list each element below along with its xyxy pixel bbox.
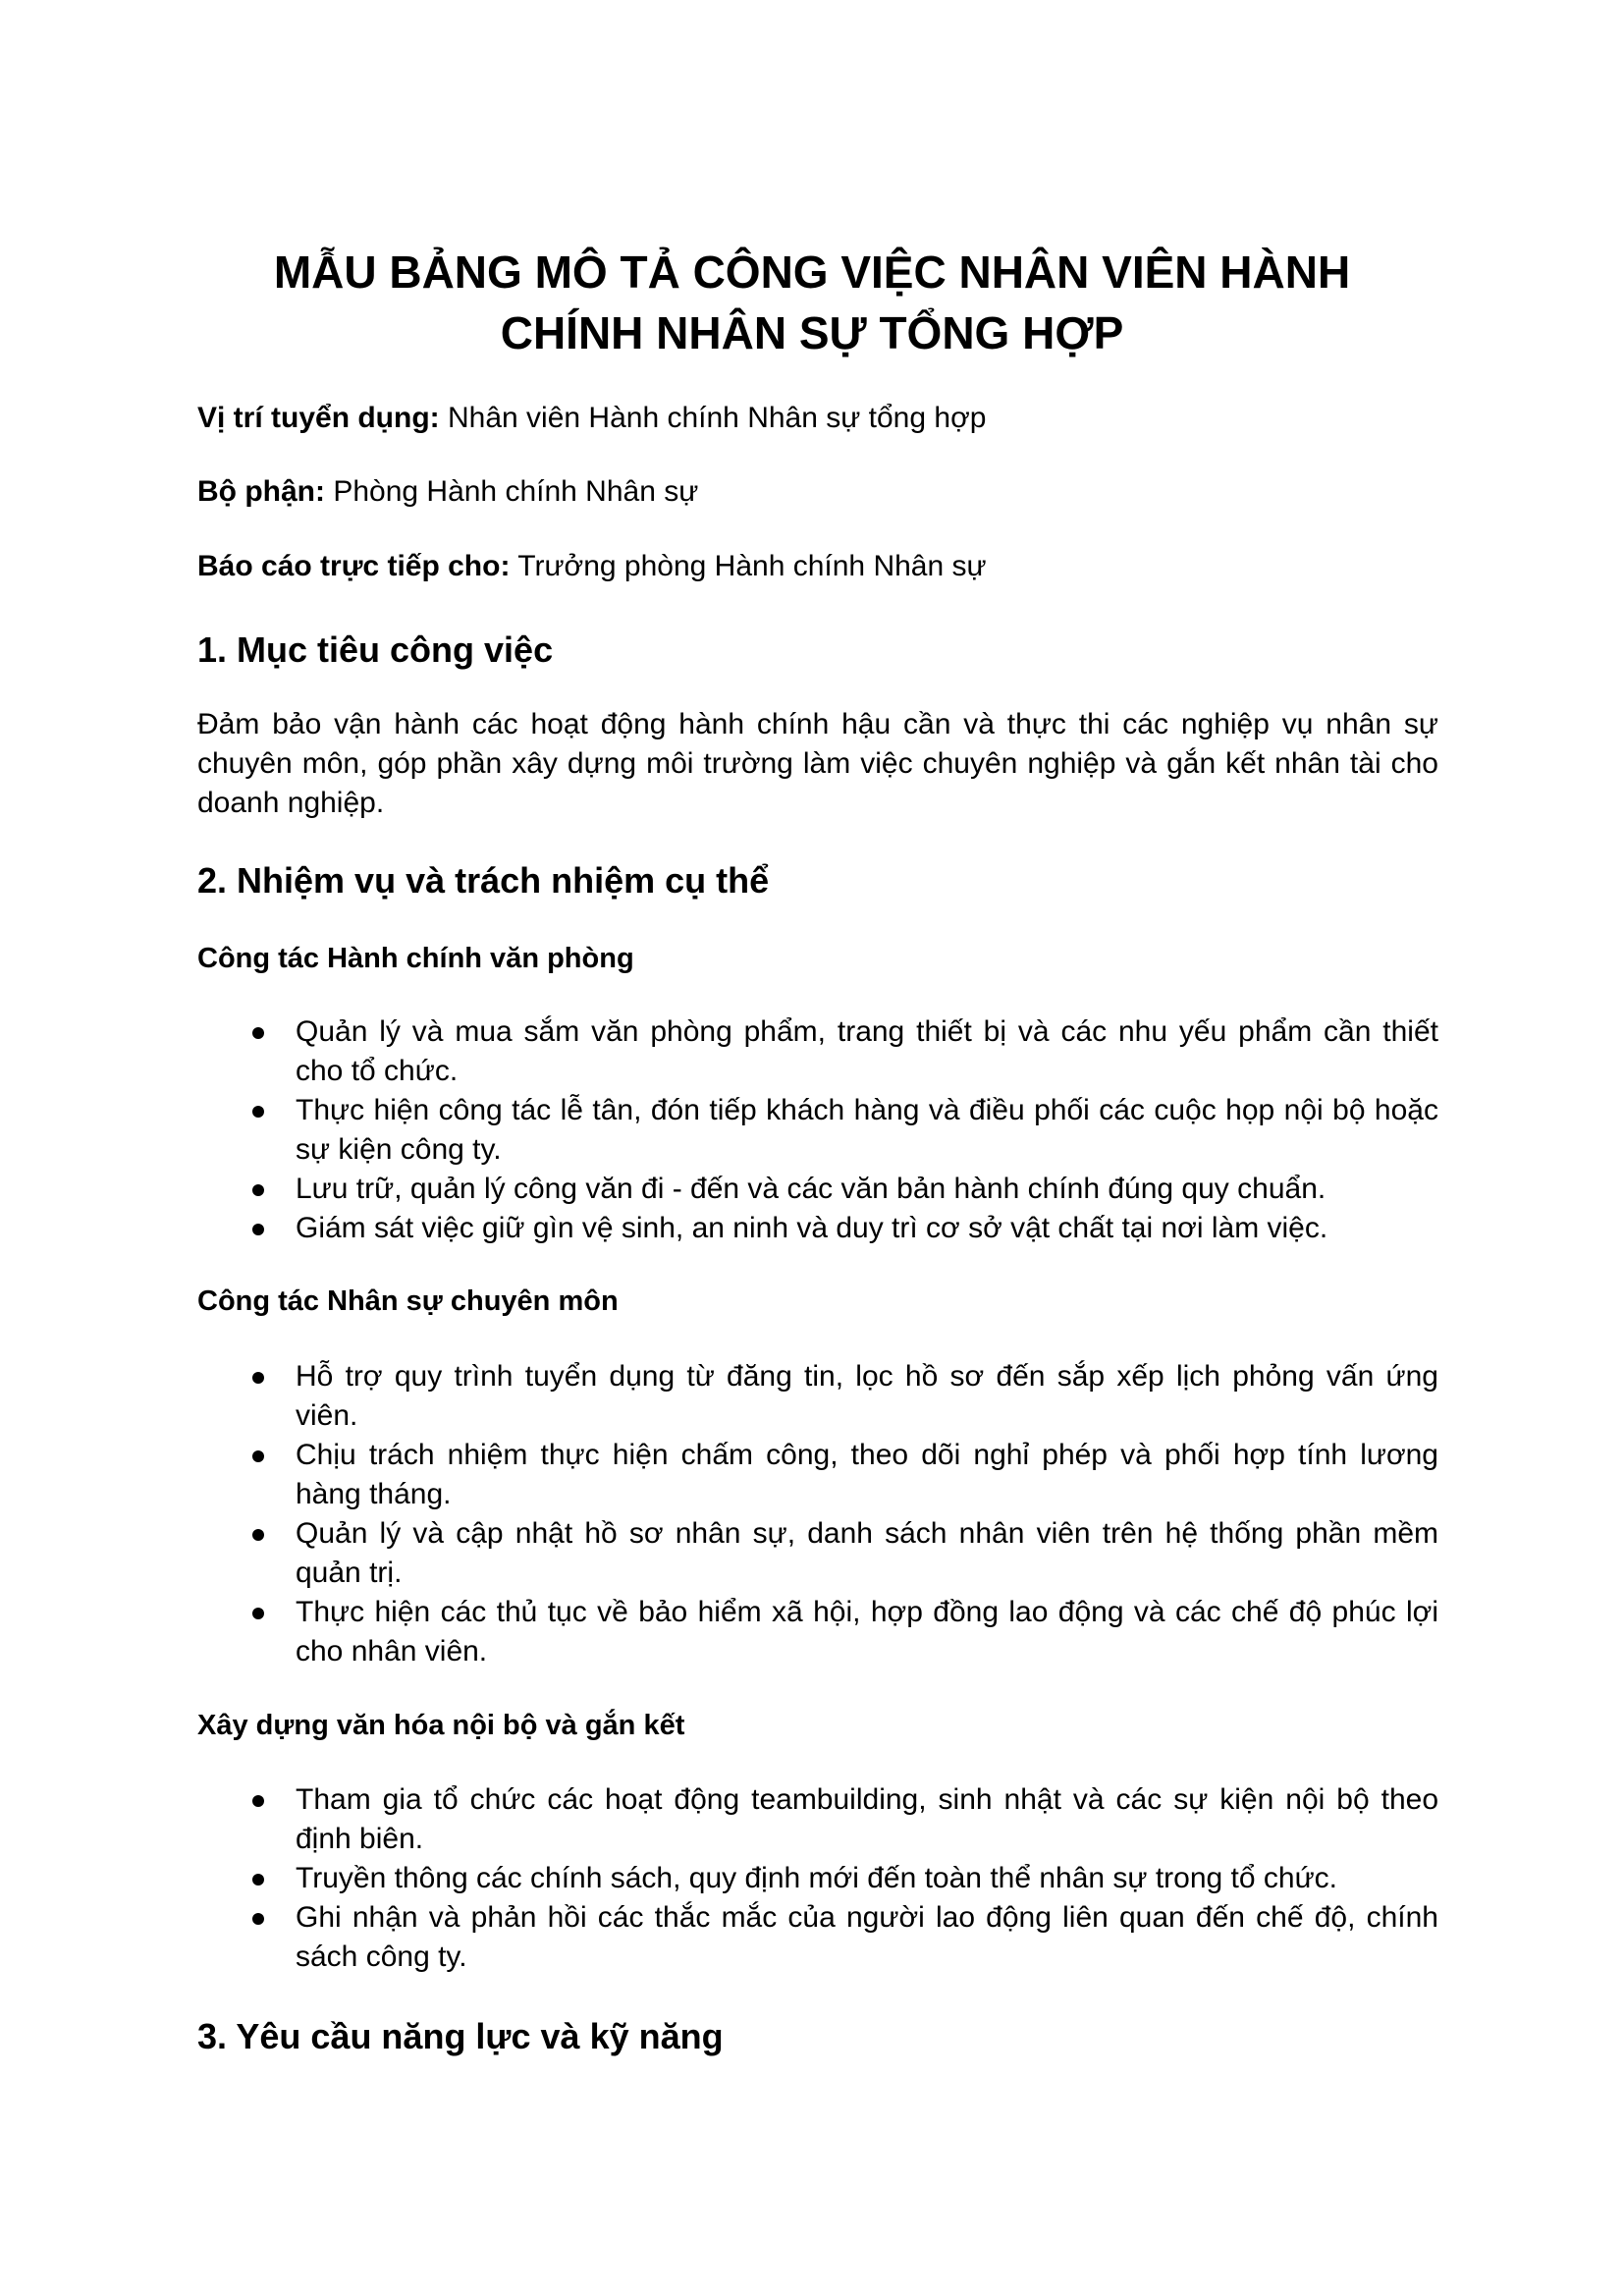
field-label: Bộ phận: xyxy=(197,475,325,508)
list-item: Giám sát việc giữ gìn vệ sinh, an ninh và duy trì cơ sở vật chất tại nơi làm việc. xyxy=(197,1209,1438,1248)
section-3-heading: 3. Yêu cầu năng lực và kỹ năng xyxy=(197,2016,724,2056)
hr-task-list xyxy=(197,1357,1438,1671)
section-1-paragraph xyxy=(197,705,1438,823)
section-2-heading: 2. Nhiệm vụ và trách nhiệm cụ thể xyxy=(197,860,770,901)
field-position xyxy=(197,399,986,438)
bullet-icon xyxy=(252,1608,264,1619)
list-item: Lưu trữ, quản lý công văn đi - đến và các văn bản hành chính đúng quy chuẩn. xyxy=(197,1170,1438,1209)
bullet-icon xyxy=(252,1529,264,1541)
bullet-icon xyxy=(252,1027,264,1039)
page-title xyxy=(0,242,1624,363)
subsection-hr-heading: Công tác Nhân sự chuyên môn xyxy=(197,1285,619,1317)
bullet-icon xyxy=(252,1913,264,1925)
field-value: Phòng Hành chính Nhân sự xyxy=(324,475,699,508)
list-item: Hỗ trợ quy trình tuyển dụng từ đăng tin, lọc hồ sơ đến sắp xếp lịch phỏng vấn ứng viên. xyxy=(197,1357,1438,1436)
bullet-icon xyxy=(252,1874,264,1886)
list-item: Truyền thông các chính sách, quy định mới đến toàn thể nhân sự trong tổ chức. xyxy=(197,1859,1438,1898)
bullet-icon xyxy=(252,1372,264,1384)
list-item: Quản lý và mua sắm văn phòng phẩm, trang thiết bị và các nhu yếu phẩm cần thiết cho tổ chức. xyxy=(197,1012,1438,1091)
field-label: Vị trí tuyển dụng: xyxy=(197,402,440,434)
list-item: Thực hiện công tác lễ tân, đón tiếp khách hàng và điều phối các cuộc họp nội bộ hoặc sự kiện công ty. xyxy=(197,1091,1438,1170)
subsection-admin-heading: Công tác Hành chính văn phòng xyxy=(197,943,634,974)
field-label: Báo cáo trực tiếp cho: xyxy=(197,550,511,582)
paragraph-line: Đảm bảo vận hành các hoạt động hành chính hậu cần và thực thi các nghiệp vụ nhân sự xyxy=(197,708,1438,740)
culture-task-list xyxy=(197,1780,1438,1977)
title-line-2: CHÍNH NHÂN SỰ TỔNG HỢP xyxy=(500,307,1124,358)
list-item: Chịu trách nhiệm thực hiện chấm công, theo dõi nghỉ phép và phối hợp tính lương hàng tháng. xyxy=(197,1436,1438,1514)
bullet-icon xyxy=(252,1184,264,1196)
bullet-icon xyxy=(252,1224,264,1235)
field-department xyxy=(197,472,698,512)
paragraph-line: chuyên môn, góp phần xây dựng môi trường làm việc chuyên nghiệp và gắn kết nhân tài cho xyxy=(197,747,1438,780)
field-reports-to xyxy=(197,547,987,586)
bullet-icon xyxy=(252,1450,264,1462)
section-1-heading: 1. Mục tiêu công việc xyxy=(197,629,554,670)
bullet-icon xyxy=(252,1795,264,1807)
list-item: Tham gia tổ chức các hoạt động teambuilding, sinh nhật và các sự kiện nội bộ theo định biên. xyxy=(197,1780,1438,1859)
subsection-culture-heading: Xây dựng văn hóa nội bộ và gắn kết xyxy=(197,1710,685,1741)
title-line-1: MẪU BẢNG MÔ TẢ CÔNG VIỆC NHÂN VIÊN HÀNH xyxy=(273,246,1351,298)
bullet-icon xyxy=(252,1106,264,1118)
field-value: Nhân viên Hành chính Nhân sự tổng hợp xyxy=(439,402,987,434)
admin-task-list xyxy=(197,1012,1438,1248)
paragraph-line: doanh nghiệp. xyxy=(197,787,385,819)
list-item: Thực hiện các thủ tục về bảo hiểm xã hội, hợp đồng lao động và các chế độ phúc lợi cho nhân viên. xyxy=(197,1593,1438,1671)
list-item: Ghi nhận và phản hồi các thắc mắc của người lao động liên quan đến chế độ, chính sách công ty. xyxy=(197,1898,1438,1977)
list-item: Quản lý và cập nhật hồ sơ nhân sự, danh sách nhân viên trên hệ thống phần mềm quản trị. xyxy=(197,1514,1438,1593)
field-value: Trưởng phòng Hành chính Nhân sự xyxy=(510,550,987,582)
